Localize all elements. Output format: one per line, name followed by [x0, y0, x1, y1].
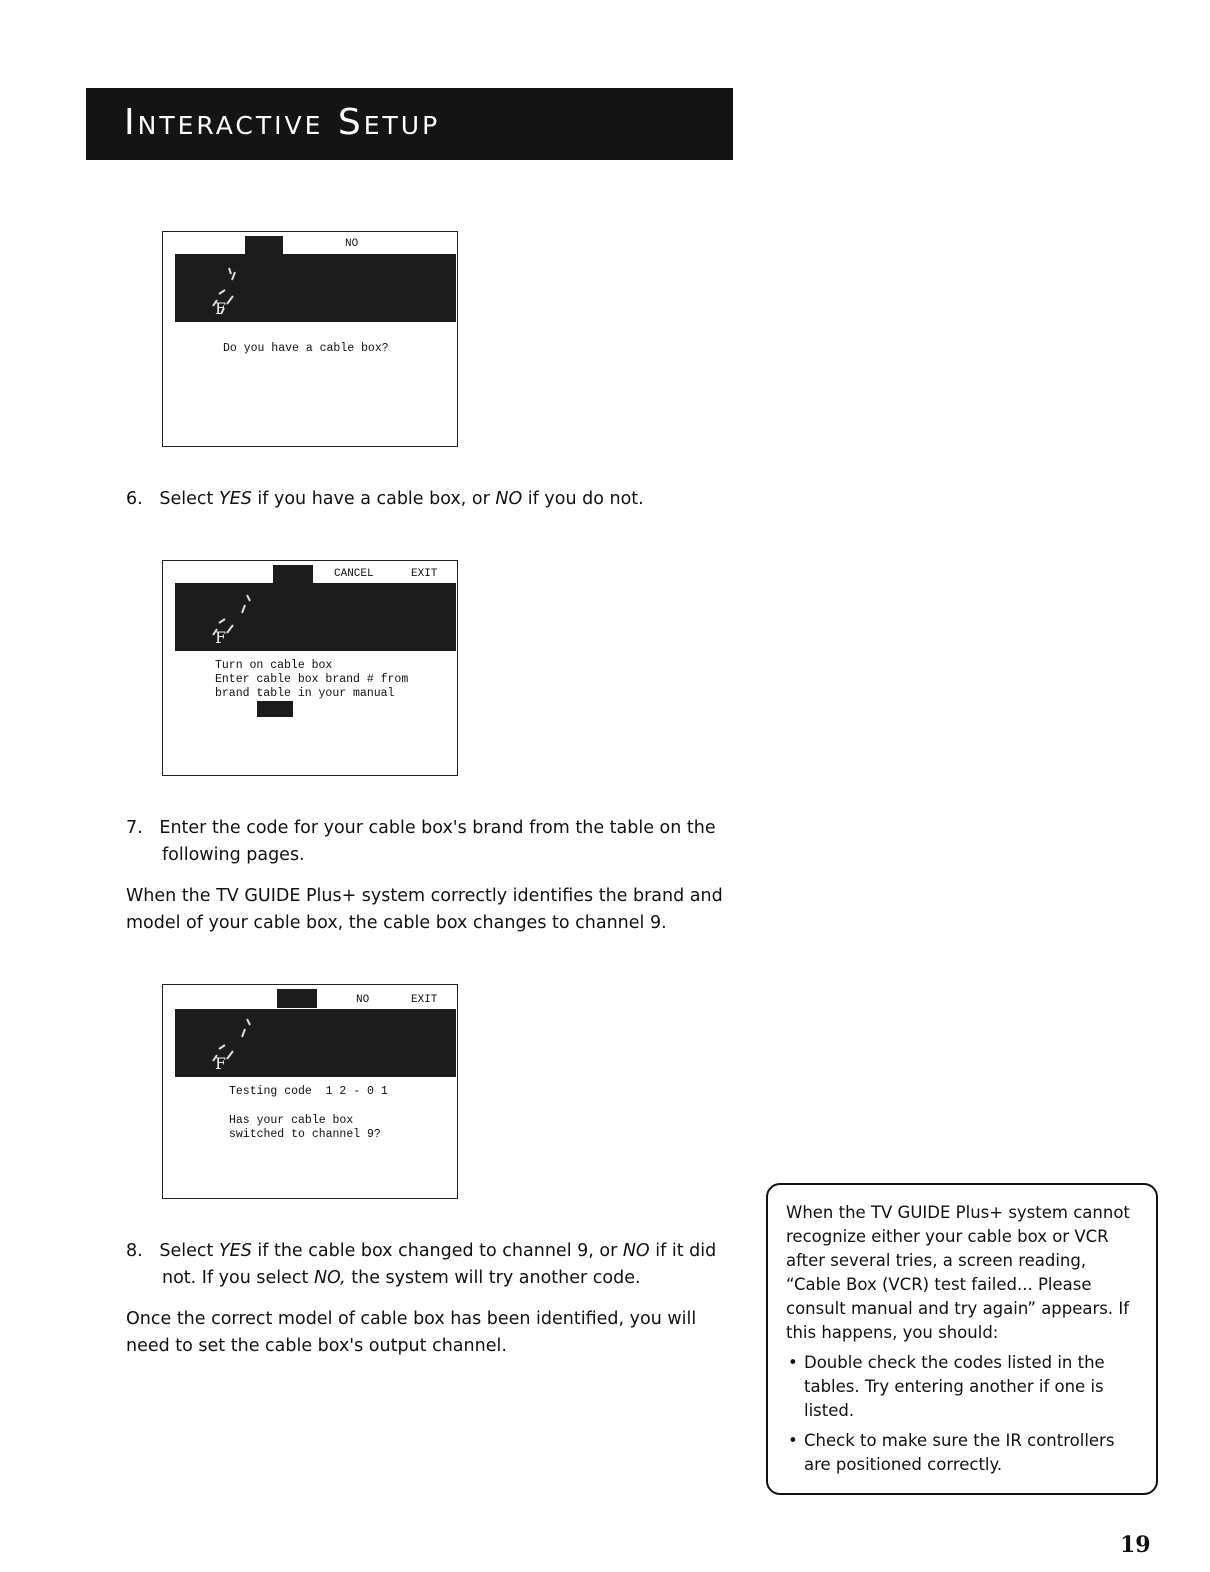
testing-code-line: Testing code 1 2 - 0 1 [229, 1085, 388, 1098]
entry-cursor [257, 701, 293, 717]
option-no-text: NO, [313, 1268, 346, 1288]
option-exit: EXIT [411, 568, 438, 580]
step-number: 7. [126, 818, 143, 838]
step-text: if the cable box changed to channel 9, or [251, 1241, 623, 1261]
screen-line-2: switched to channel 9? [229, 1128, 381, 1141]
section-header-bar [86, 88, 733, 160]
step-6 [126, 486, 644, 513]
tv-guide-banner [175, 1009, 456, 1077]
option-no: NO [345, 238, 359, 250]
note-bullet [786, 1351, 1146, 1423]
step-text: Enter the code for your cable box's brand from the table on the [159, 818, 716, 838]
tv-screen-testing-code [162, 984, 458, 1199]
option-no-text: NO [495, 489, 523, 509]
step-number: 6. [126, 489, 143, 509]
identify-paragraph [126, 883, 726, 937]
page-number: 19 [1120, 1532, 1151, 1558]
tv-guide-logo-icon [189, 258, 259, 318]
svg-text:F: F [215, 628, 227, 647]
step-number: 8. [126, 1241, 143, 1261]
output-channel-paragraph [126, 1306, 726, 1360]
highlight-tab [273, 565, 313, 584]
tv-guide-logo-icon [189, 587, 259, 647]
option-yes-text: YES [218, 1241, 252, 1261]
tv-guide-banner [175, 254, 456, 322]
note-content [786, 1201, 1146, 1477]
step-text: Select [159, 489, 219, 509]
highlight-tab [277, 989, 317, 1008]
option-no-text: NO [622, 1241, 650, 1261]
tv-guide-logo-icon [189, 1013, 259, 1073]
highlight-tab [245, 236, 283, 255]
option-cancel: CANCEL [334, 568, 374, 580]
step-text: the system will try another code. [345, 1268, 641, 1288]
screen-prompt: Do you have a cable box? [223, 342, 389, 355]
note-bullet [786, 1429, 1146, 1477]
bullet-icon: • [788, 1431, 798, 1450]
step-text: following pages. [162, 845, 305, 865]
option-yes-text: YES [218, 489, 252, 509]
svg-text:F: F [215, 299, 227, 318]
step-line [126, 1238, 726, 1265]
screen-line-1: Turn on cable box [215, 659, 333, 672]
step-line [126, 815, 716, 842]
step-7 [126, 815, 716, 869]
paragraph-line: model of your cable box, the cable box changes to channel 9. [126, 913, 667, 933]
paragraph-line: Once the correct model of cable box has been identified, you will [126, 1309, 697, 1329]
step-text: not. If you select [162, 1268, 314, 1288]
section-title: Interactive Setup [124, 102, 441, 143]
bullet-text: Check to make sure the IR controllers are positioned correctly. [804, 1431, 1115, 1474]
bullet-text: Double check the codes listed in the tables. Try entering another if one is listed. [804, 1353, 1105, 1420]
screen-line-1: Has your cable box [229, 1114, 354, 1127]
screen-line-3: brand table in your manual [215, 687, 395, 700]
paragraph-line: need to set the cable box's output channel. [126, 1336, 507, 1356]
step-text: if it did [649, 1241, 717, 1261]
option-no: NO [356, 994, 370, 1006]
paragraph-line: When the TV GUIDE Plus+ system correctly identifies the brand and [126, 886, 723, 906]
step-text: if you do not. [522, 489, 644, 509]
step-text: Select [159, 1241, 219, 1261]
note-intro: When the TV GUIDE Plus+ system cannot recognize either your cable box or VCR after several tries, a screen reading, “Cable Box (VCR) test failed... Please consult manual and try again” appears. If this happens, you should: [786, 1203, 1130, 1342]
bullet-icon: • [788, 1353, 798, 1372]
step-8 [126, 1238, 726, 1292]
troubleshooting-note [766, 1183, 1158, 1495]
screen-line-2: Enter cable box brand # from [215, 673, 409, 686]
step-line [126, 842, 716, 869]
option-exit: EXIT [411, 994, 438, 1006]
step-line [126, 1265, 726, 1292]
tv-guide-banner [175, 583, 456, 651]
step-text: if you have a cable box, or [251, 489, 496, 509]
svg-text:F: F [215, 1054, 227, 1073]
tv-screen-cable-box-question [162, 231, 458, 447]
tv-screen-enter-brand [162, 560, 458, 776]
